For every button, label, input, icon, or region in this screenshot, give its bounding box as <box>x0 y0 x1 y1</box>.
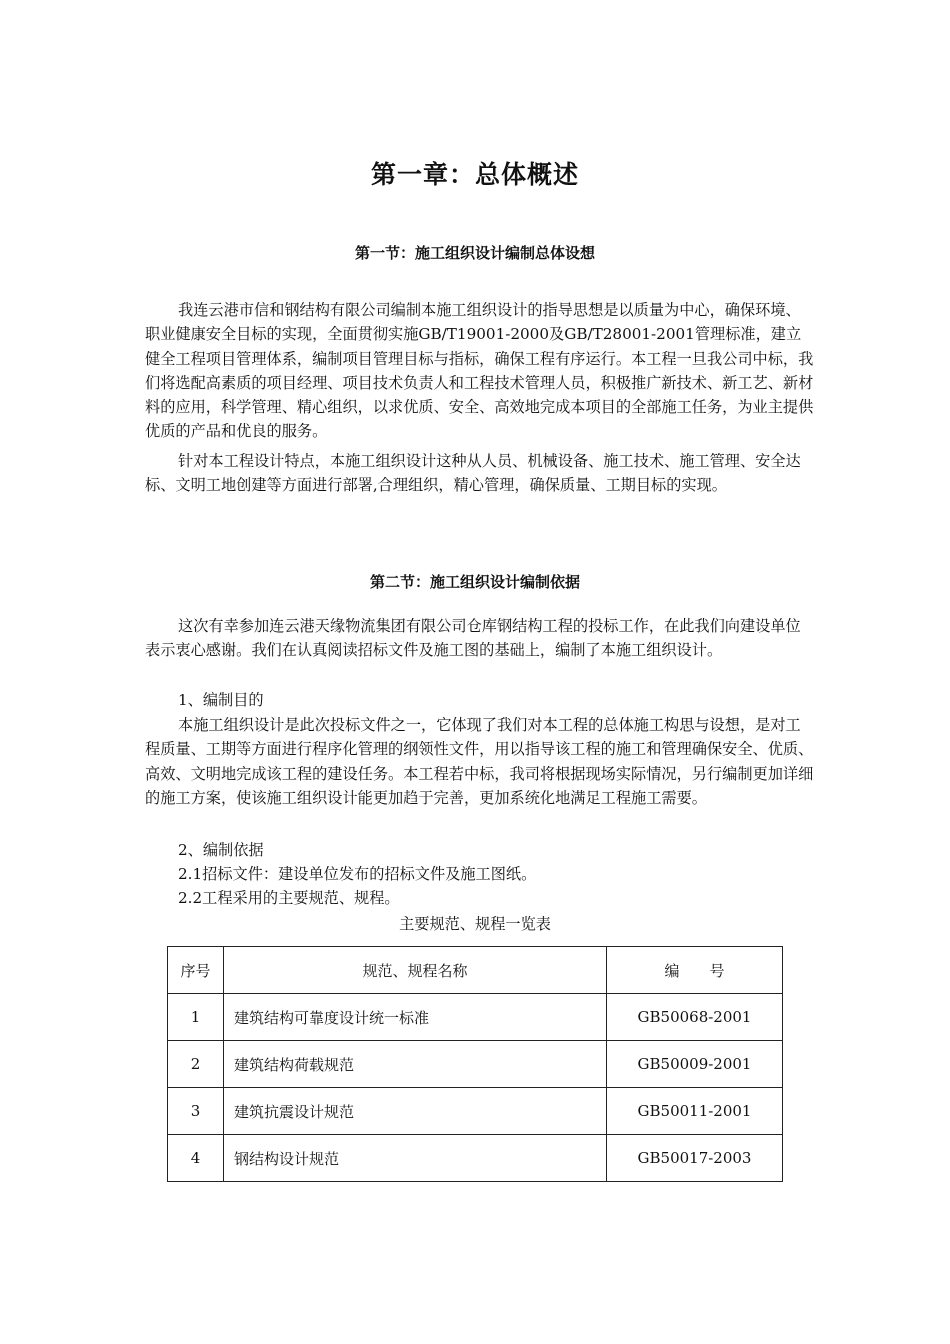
row-index: 1 <box>168 994 224 1041</box>
section2-title: 第二节：施工组织设计编制依据 <box>369 573 580 591</box>
standards-table <box>167 946 783 1182</box>
header-code: 编 号 <box>607 947 783 994</box>
row-name: 建筑结构荷载规范 <box>224 1041 607 1088</box>
section2-paragraph-2-text: 本施工组织设计是此次投标文件之一，它体现了我们对本工程的总体施工构思与设想，是对工程质量、工期等方面进行程序化管理的纲领性文件，用以指导该工程的施工和管理确保安全、优质、高效、文明地完成该工程的建设任务。本工程若中标，我司将根据现场实际情况，另行编制更加详细的施工方案，使该施工组织设计能更加趋于完善，更加系统化地满足工程施工需要。 <box>145 716 814 807</box>
row-name: 建筑结构可靠度设计统一标准 <box>224 994 607 1041</box>
section1-paragraph-1-text: 我连云港市信和钢结构有限公司编制本施工组织设计的指导思想是以质量为中心，确保环境、职业健康安全目标的实现，全面贯彻实施GB/T19001-2000及GB/T28001-2001管理标准，建立健全工程项目管理体系，编制项目管理目标与指标，确保工程有序运行。本工程一旦我公司中标，我们将选配高素质的项目经理、项目技术负责人和工程技术管理人员，积极推广新技术、新工艺、新材料的应用，科学管理、精心组织，以求优质、安全、高效地完成本项目的全部施工任务，为业主提供优质的产品和优良的服务。 <box>145 301 814 441</box>
section1-title: 第一节：施工组织设计编制总体设想 <box>354 244 595 262</box>
section2-item-2-1: 2.1招标文件：建设单位发布的招标文件及施工图纸。 <box>178 865 537 883</box>
row-index: 4 <box>168 1135 224 1182</box>
section2-paragraph-2 <box>145 713 815 810</box>
row-index: 3 <box>168 1088 224 1135</box>
header-index: 序号 <box>168 947 224 994</box>
header-name: 规范、规程名称 <box>224 947 607 994</box>
section1-paragraph-2 <box>145 449 815 498</box>
section1-paragraph-2-text: 针对本工程设计特点，本施工组织设计这种从人员、机械设备、施工技术、施工管理、安全达标、文明工地创建等方面进行部署,合理组织，精心管理，确保质量、工期目标的实现。 <box>145 452 801 495</box>
table-header-row <box>168 947 783 994</box>
section2-heading-2: 2、编制依据 <box>178 841 264 859</box>
section2-heading-1: 1、编制目的 <box>178 691 264 709</box>
section1-paragraph-1 <box>145 298 815 444</box>
section2-item-2-2: 2.2工程采用的主要规范、规程。 <box>178 889 400 907</box>
section2-paragraph-1-text: 这次有幸参加连云港天缘物流集团有限公司仓库钢结构工程的投标工作，在此我们向建设单位表示衷心感谢。我们在认真阅读招标文件及施工图的基础上，编制了本施工组织设计。 <box>145 617 801 660</box>
table-caption: 主要规范、规程一览表 <box>399 915 551 933</box>
chapter-title: 第一章：总体概述 <box>370 160 579 189</box>
table-row <box>168 1135 783 1182</box>
row-name: 建筑抗震设计规范 <box>224 1088 607 1135</box>
table-row <box>168 1041 783 1088</box>
row-index: 2 <box>168 1041 224 1088</box>
row-code: GB50011-2001 <box>607 1088 783 1135</box>
row-name: 钢结构设计规范 <box>224 1135 607 1182</box>
row-code: GB50009-2001 <box>607 1041 783 1088</box>
table-row <box>168 1088 783 1135</box>
row-code: GB50017-2003 <box>607 1135 783 1182</box>
row-code: GB50068-2001 <box>607 994 783 1041</box>
section2-paragraph-1 <box>145 614 815 663</box>
table-row <box>168 994 783 1041</box>
